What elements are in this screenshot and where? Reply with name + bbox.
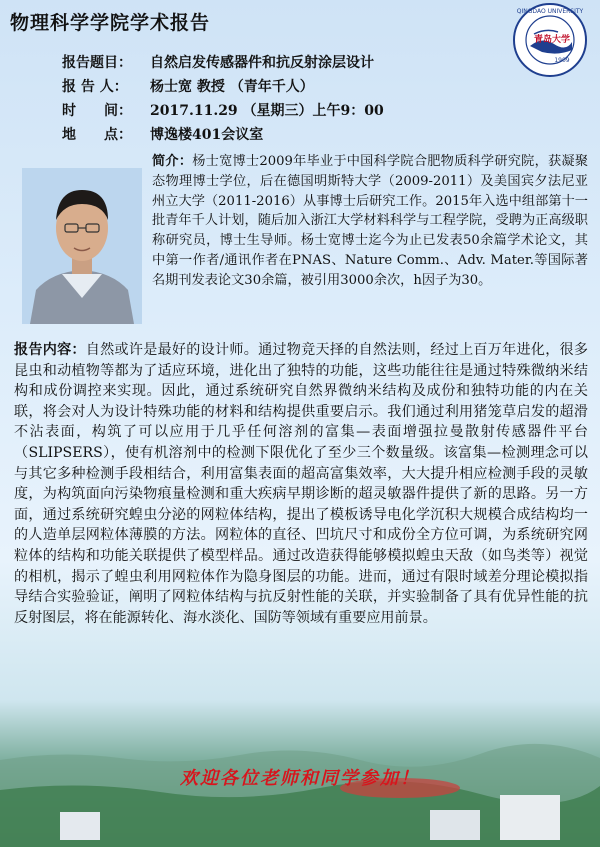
logo-ring-text: QINGDAO UNIVERSITY (516, 8, 584, 15)
info-topic (62, 52, 374, 72)
place-value: 博逸楼401会议室 (150, 127, 264, 143)
topic-label: 报告题目： (62, 55, 132, 71)
university-logo (512, 2, 588, 78)
content-text: 自然或许是最好的设计师。通过物竞天择的自然法则，经过上百万年进化，很多昆虫和动植物等都为了适应环境，进化出了独特的功能，这些功能往往是通过特殊微纳米结构和成份调控来实现。因此，通过系统研究自然界微纳米结构及成份和独特功能的内在关联，将会对人为设计特殊功能的材料和结构提供重要启示。我们通过利用猪笼草启发的超滑不沾表面，构筑了可以应用于几乎任何溶剂的富集—表面增强拉曼散射传感器件平台（SLIPSERS），使有机溶剂中的检测下限优化了至少三个数量级。该富集—检测理念可以与其它多种检测手段相结合，利用富集表面的超高富集效率，大大提升相应检测手段的灵敏度，为构筑面向污染物痕量检测和重大疾病早期诊断的超灵敏器件提供了新的思路。另一方面，通过系统研究蝗虫分泌的网粒体结构，提出了模板诱导电化学沉积大规模合成结构均一的人造单层网粒体薄膜的方法。网粒体的直径、凹坑尺寸和成份全方位可调，为系统研究网粒体的结构和功能关联提供了模型样品。通过改造获得能够模拟蝗虫天敌（如鸟类等）视觉的相机，揭示了蝗虫利用网粒体作为隐身图层的功能。进而，通过有限时域差分理论模拟指导结合实验验证，阐明了网粒体结构与抗反射性能的关联，并实验制备了具有优异性能的抗反射图层，将在能源转化、海水淡化、国防等领域有重要应用前景。 (14, 342, 589, 626)
info-time (62, 100, 384, 120)
poster-title: 物理科学学院学术报告 (10, 12, 211, 34)
welcome-message: 欢迎各位老师和同学参加！ (180, 768, 420, 789)
speaker-photo (22, 168, 142, 324)
speaker-value: 杨士宽 教授 （青年千人） (150, 79, 314, 95)
time-label: 时 间： (62, 103, 132, 119)
place-label: 地 点： (62, 127, 132, 143)
time-value: 2017.11.29 （星期三）上午9：00 (150, 103, 384, 119)
intro-text: 杨士宽博士2009年毕业于中国科学院合肥物质科学研究院，获凝聚态物理博士学位，后在德国明斯特大学（2009-2011）及美国宾夕法尼亚州立大学（2011-2016）从事博士后研究工作。2015年入选中组部第十一批青年千人计划，随后加入浙江大学材料科学与工程学院，受聘为正高级职称研究员，博士生导师。杨士宽博士迄今为止已发表50余篇学术论文，其中第一作者/通讯作者在PNAS、Nature Comm.、Adv. Mater.等国际著名期刊发表论文30余篇，被引用3000余次，h因子为30。 (152, 154, 589, 288)
logo-center-text: 青岛大学 (533, 35, 571, 45)
intro-label: 简介： (152, 154, 193, 169)
logo-year: 1909 (554, 57, 570, 64)
content-label: 报告内容： (14, 342, 86, 358)
speaker-label: 报 告 人： (62, 79, 128, 95)
topic-value: 自然启发传感器件和抗反射涂层设计 (150, 55, 374, 71)
speaker-intro (152, 152, 588, 291)
report-content (14, 340, 588, 628)
info-speaker (62, 76, 314, 96)
info-place (62, 124, 263, 144)
